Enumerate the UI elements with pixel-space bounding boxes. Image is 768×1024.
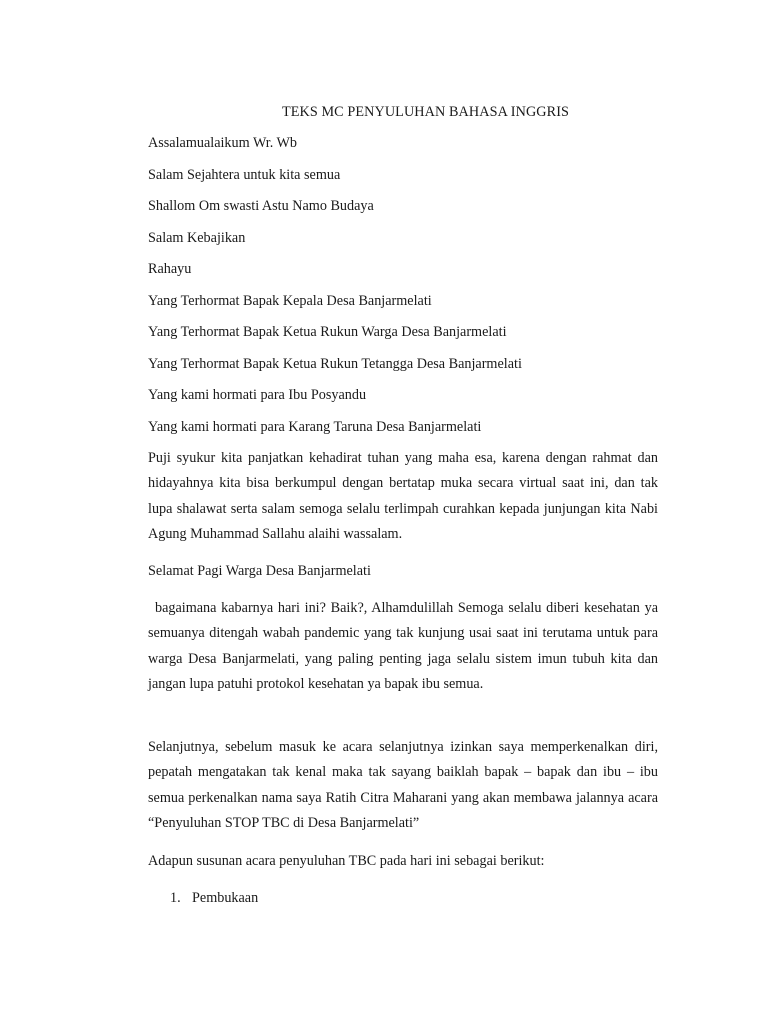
greeting-line: Yang kami hormati para Karang Taruna Desa Banjarmelati bbox=[148, 419, 482, 435]
greeting-line: Salam Sejahtera untuk kita semua bbox=[148, 167, 341, 183]
greeting-line: Assalamualaikum Wr. Wb bbox=[148, 135, 298, 151]
greeting-line: Shallom Om swasti Astu Namo Budaya bbox=[148, 198, 374, 214]
opening-paragraph: Puji syukur kita panjatkan kehadirat tuhan yang maha esa, karena dengan rahmat dan hidayahnya kita bisa berkumpul dengan bertatap muka secara virtual saat ini, dan tak lupa shalawat serta salam semoga selalu terlimpah curahkan kepada junjungan kita Nabi Agung Muhammad Sallahu alaihi wassalam. bbox=[148, 450, 658, 543]
greeting-line: Yang Terhormat Bapak Kepala Desa Banjarmelati bbox=[148, 293, 432, 309]
agenda-item-number: 1. bbox=[170, 890, 181, 906]
agenda-item-label: Pembukaan bbox=[192, 890, 259, 906]
greeting-line: Yang kami hormati para Ibu Posyandu bbox=[148, 387, 367, 403]
document-title: TEKS MC PENYULUHAN BAHASA INGGRIS bbox=[281, 104, 570, 120]
agenda-intro: Adapun susunan acara penyuluhan TBC pada hari ini sebagai berikut: bbox=[148, 853, 545, 869]
agenda-item bbox=[170, 889, 258, 907]
greeting-line: Rahayu bbox=[148, 261, 192, 277]
greeting-line: Yang Terhormat Bapak Ketua Rukun Tetangga Desa Banjarmelati bbox=[148, 356, 522, 372]
introduction-paragraph: Selanjutnya, sebelum masuk ke acara selanjutnya izinkan saya memperkenalkan diri, pepatah mengatakan tak kenal maka tak sayang baiklah bapak – bapak dan ibu – ibu semua perkenalkan nama saya Ratih Citra Maharani yang akan membawa jalannya acara “Penyuluhan STOP TBC di Desa Banjarmelati” bbox=[148, 739, 658, 832]
morning-greeting: Selamat Pagi Warga Desa Banjarmelati bbox=[148, 563, 371, 579]
greeting-line: Yang Terhormat Bapak Ketua Rukun Warga Desa Banjarmelati bbox=[148, 324, 507, 340]
wellbeing-paragraph: bagaimana kabarnya hari ini? Baik?, Alhamdulillah Semoga selalu diberi kesehatan ya semuanya ditengah wabah pandemic yang tak kunjung usai saat ini terutama untuk para warga Desa Banjarmelati, yang paling penting jaga selalu sistem imun tubuh kita dan jangan lupa patuhi protokol kesehatan ya bapak ibu semua. bbox=[148, 600, 658, 693]
greeting-line: Salam Kebajikan bbox=[148, 230, 246, 246]
